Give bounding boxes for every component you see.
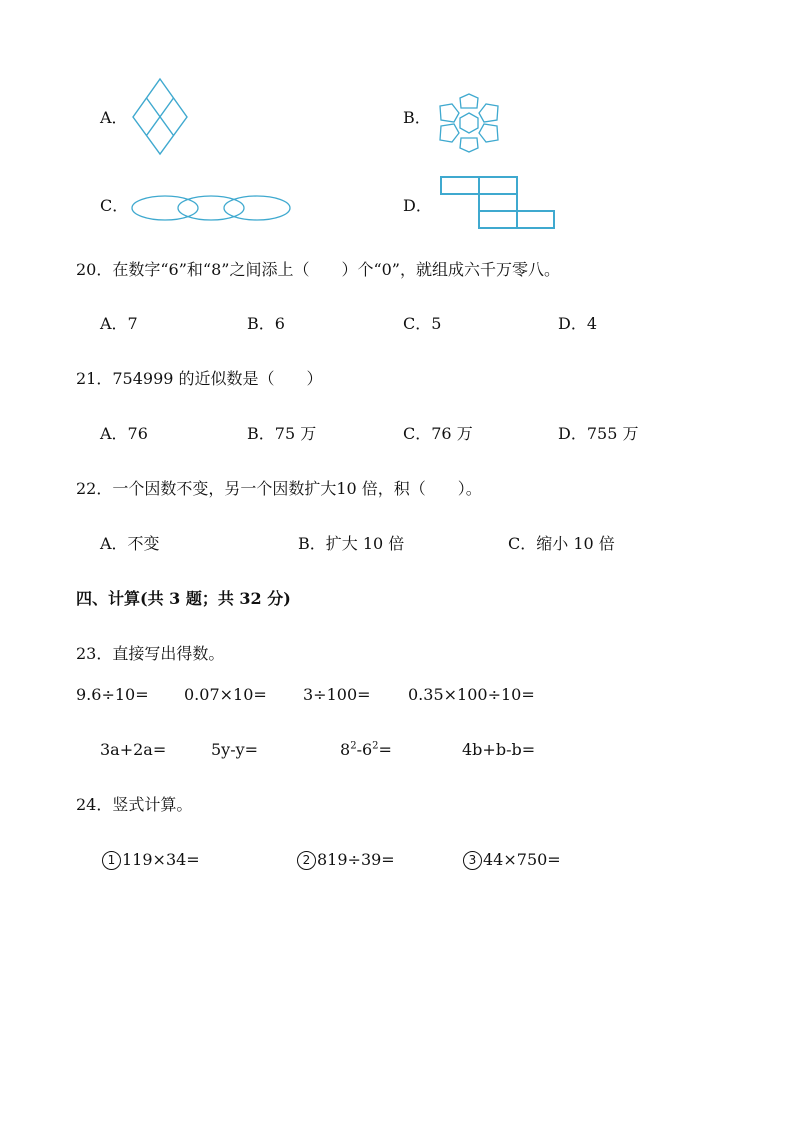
q23-item-3: 3÷100= <box>303 685 371 704</box>
q22-option-c: C．缩小 10 倍 <box>508 534 615 553</box>
q20-option-c: C．5 <box>403 314 442 333</box>
q24-item-2: 2 819÷39= <box>297 850 395 870</box>
q20-option-b: B．6 <box>247 314 285 333</box>
q22-option-b: B．扩大 10 倍 <box>298 534 405 553</box>
q23-stem: 23．直接写出得数。 <box>76 644 225 663</box>
q23-item-8: 4b+b-b= <box>462 740 536 759</box>
q22-stem: 22．一个因数不变，另一个因数扩大10 倍，积（ ）。 <box>76 479 482 498</box>
rhombus-grid-net-icon <box>130 76 190 156</box>
q23-item-5: 3a+2a= <box>100 740 167 759</box>
q23-item-4: 0.35×100÷10= <box>408 685 535 704</box>
section-heading: 四、计算(共 3 题；共 32 分) <box>76 589 291 608</box>
q20-stem: 20．在数字“6”和“8”之间添上（ ）个“0”，就组成六千万零八。 <box>76 260 560 279</box>
q23-item-2: 0.07×10= <box>184 685 267 704</box>
circled-number-2: 2 <box>297 851 316 870</box>
q23-item-1: 9.6÷10= <box>76 685 149 704</box>
three-ellipses-icon <box>130 193 292 223</box>
q21-option-a: A．76 <box>100 424 148 443</box>
q24-item-3: 3 44×750= <box>463 850 561 870</box>
rectangle-staircase-net-icon <box>438 174 558 232</box>
q21-stem: 21．754999 的近似数是（ ） <box>76 369 323 388</box>
q21-option-b: B．75 万 <box>247 424 317 443</box>
option-a-label: A． <box>100 108 128 127</box>
option-c-label: C． <box>100 196 129 215</box>
q20-option-a: A．7 <box>100 314 138 333</box>
option-b-label: B． <box>403 108 431 127</box>
option-d-label: D． <box>403 196 432 215</box>
q23-item-7: $8^2-6^2=$ <box>340 740 392 759</box>
q21-option-d: D．755 万 <box>558 424 639 443</box>
q21-option-c: C．76 万 <box>403 424 473 443</box>
circled-number-1: 1 <box>102 851 121 870</box>
q24-stem: 24．竖式计算。 <box>76 795 193 814</box>
pentagon-flower-net-icon <box>434 92 504 154</box>
q20-option-d: D．4 <box>558 314 598 333</box>
q23-item-6: 5y-y= <box>211 740 259 759</box>
circled-number-3: 3 <box>463 851 482 870</box>
q24-item-1: 1 119×34= <box>102 850 200 870</box>
q22-option-a: A．不变 <box>100 534 160 553</box>
